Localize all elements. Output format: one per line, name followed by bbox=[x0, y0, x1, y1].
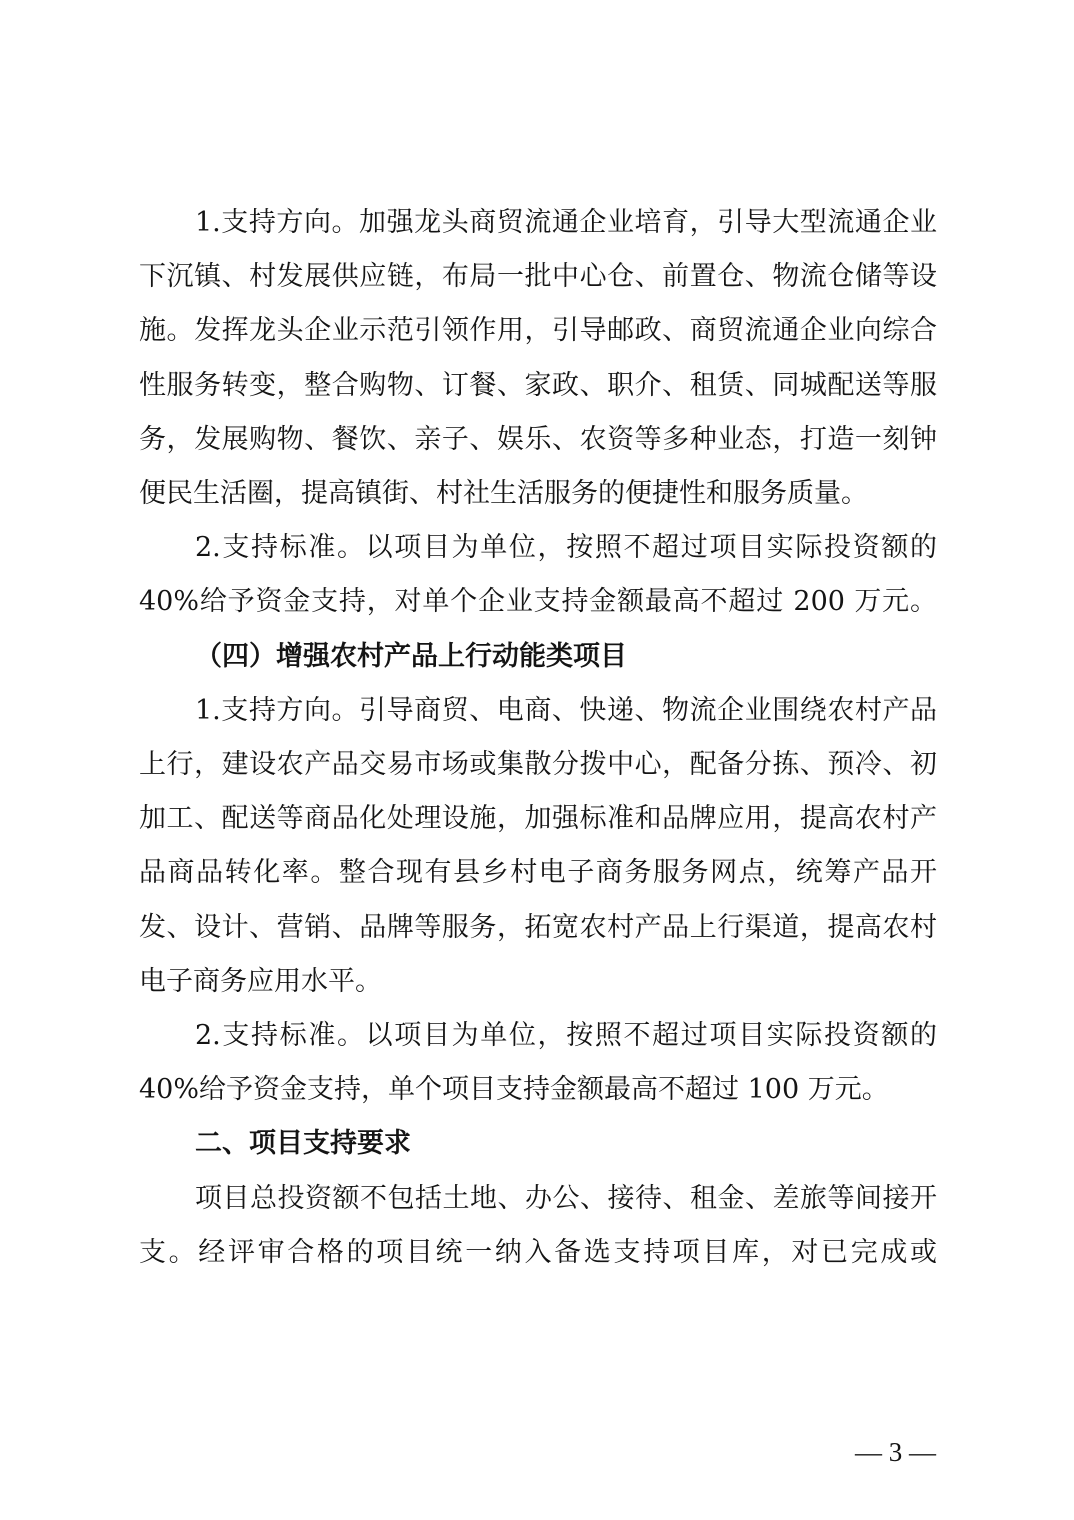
body-text bbox=[139, 196, 937, 1280]
paragraph-support-standard-2: 2.支持标准。以项目为单位，按照不超过项目实际投资额的40%给予资金支持，单个项目支持金额最高不超过 100 万元。 bbox=[139, 1020, 937, 1106]
paragraph-support-standard-1: 2.支持标准。以项目为单位，按照不超过项目实际投资额的40%给予资金支持，对单个企业支持金额最高不超过 200 万元。 bbox=[139, 532, 937, 618]
page-number: — 3 — bbox=[855, 1437, 936, 1467]
paragraph-requirements: 项目总投资额不包括土地、办公、接待、租金、差旅等间接开支。经评审合格的项目统一纳入备选支持项目库，对已完成或 bbox=[139, 1182, 937, 1268]
paragraph-support-direction-2: 1.支持方向。引导商贸、电商、快递、物流企业围绕农村产品上行，建设农产品交易市场或集散分拨中心，配备分拣、预冷、初加工、配送等商品化处理设施，加强标准和品牌应用，提高农村产品商品转化率。整合现有县乡村电子商务服务网点，统筹产品开发、设计、营销、品牌等服务，拓宽农村产品上行渠道，提高农村电子商务应用水平。 bbox=[139, 694, 937, 997]
subheading-rural-products: （四）增强农村产品上行动能类项目 bbox=[195, 640, 627, 672]
paragraph-support-direction-1: 1.支持方向。加强龙头商贸流通企业培育，引导大型流通企业下沉镇、村发展供应链，布局一批中心仓、前置仓、物流仓储等设施。发挥龙头企业示范引领作用，引导邮政、商贸流通企业向综合性服务转变，整合购物、订餐、家政、职介、租赁、同城配送等服务，发展购物、餐饮、亲子、娱乐、农资等多种业态，打造一刻钟便民生活圈，提高镇街、村社生活服务的便捷性和服务质量。 bbox=[139, 207, 937, 510]
section-heading-requirements: 二、项目支持要求 bbox=[195, 1128, 411, 1160]
